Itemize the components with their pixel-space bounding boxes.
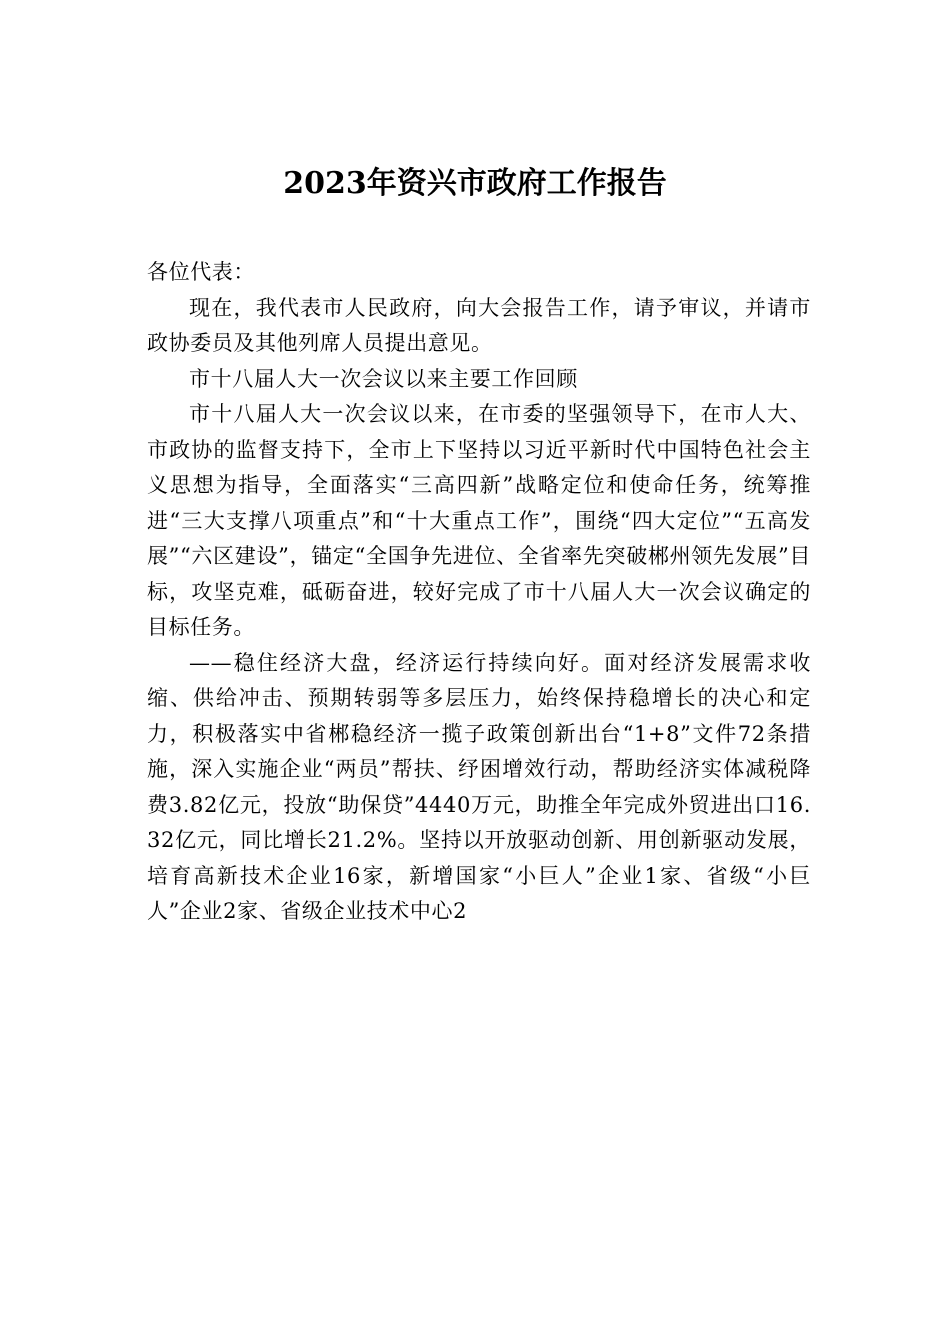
paragraph-intro: 现在，我代表市人民政府，向大会报告工作，请予审议，并请市政协委员及其他列席人员提出意见。 <box>147 295 811 355</box>
paragraph-economy: ——稳住经济大盘，经济运行持续向好。面对经济发展需求收缩、供给冲击、预期转弱等多层压力，始终保持稳增长的决心和定力，积极落实中省郴稳经济一揽子政策创新出台“1+8”文件72条措施，深入实施企业“两员”帮扶、纾困增效行动，帮助经济实体减税降费3.82亿元，投放“助保贷”4440万元，助推全年完成外贸进出口16.32亿元，同比增长21.2%。坚持以开放驱动创新、用创新驱动发展，培育高新技术企业16家，新增国家“小巨人”企业1家、省级“小巨人”企业2家、省级企业技术中心2 <box>147 650 811 923</box>
section-heading: 市十八届人大一次会议以来主要工作回顾 <box>189 366 578 391</box>
document-title: 2023年资兴市政府工作报告 <box>283 166 667 201</box>
document-body <box>147 255 811 930</box>
paragraph-review: 市十八届人大一次会议以来，在市委的坚强领导下，在市人大、市政协的监督支持下，全市上下坚持以习近平新时代中国特色社会主义思想为指导，全面落实“三高四新”战略定位和使命任务，统筹推进“三大支撑八项重点”和“十大重点工作”，围绕“四大定位”“五高发展”“六区建设”，锚定“全国争先进位、全省率先突破郴州领先发展”目标，攻坚克难，砥砺奋进，较好完成了市十八届人大一次会议确定的目标任务。 <box>147 402 811 639</box>
salutation: 各位代表： <box>147 260 255 284</box>
